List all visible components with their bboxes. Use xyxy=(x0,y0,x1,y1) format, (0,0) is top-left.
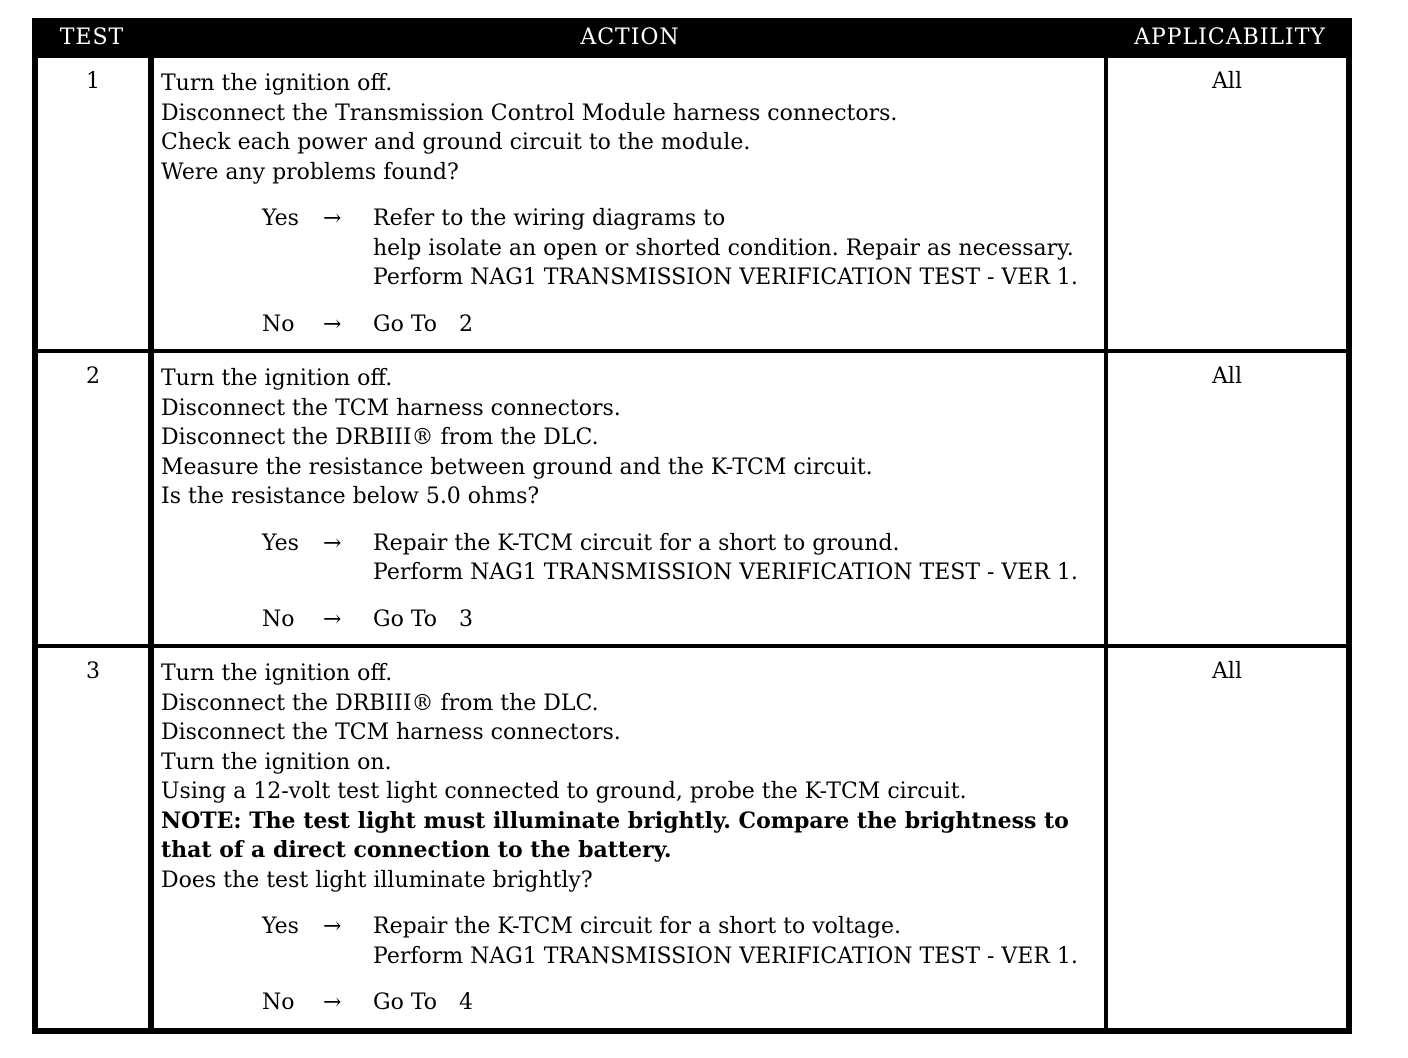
table-header xyxy=(32,18,1352,58)
no-answer xyxy=(161,605,1104,635)
action-cell-1 xyxy=(154,58,1104,349)
goto-target: 3 xyxy=(459,606,474,632)
yes-response: Perform NAG1 TRANSMISSION VERIFICATION TEST - VER 1. xyxy=(373,560,1078,585)
step: Using a 12-volt test light connected to ground, probe the K-TCM circuit. xyxy=(161,779,967,804)
no-answer xyxy=(161,988,1104,1018)
step: Disconnect the TCM harness connectors. xyxy=(161,720,621,745)
question: Does the test light illuminate brightly? xyxy=(161,867,593,893)
arrow-icon: → xyxy=(323,530,342,556)
goto-target: 4 xyxy=(459,990,474,1015)
header-test: TEST xyxy=(59,25,125,50)
step: Disconnect the DRBIII® from the DLC. xyxy=(161,690,599,716)
test-number-2: 2 xyxy=(38,353,148,644)
step: Is the resistance below 5.0 ohms? xyxy=(161,484,540,509)
action-cell-3 xyxy=(154,648,1104,1028)
yes-answer xyxy=(161,529,1104,588)
test-number-1: 1 xyxy=(38,58,148,349)
step: Turn the ignition off. xyxy=(161,661,393,686)
applicability-1: All xyxy=(1108,58,1346,349)
step: Turn the ignition off. xyxy=(161,71,393,96)
no-label: No xyxy=(262,990,295,1015)
arrow-icon: → xyxy=(323,311,342,337)
yes-response: Repair the K-TCM circuit for a short to ground. xyxy=(373,530,900,556)
header-action: ACTION xyxy=(580,25,680,50)
step: Turn the ignition off. xyxy=(161,366,393,391)
no-label: No xyxy=(262,606,295,632)
yes-response: Refer to the wiring diagrams to xyxy=(373,206,726,231)
diagnostic-table xyxy=(32,18,1352,1034)
arrow-icon: → xyxy=(323,914,342,939)
step: Disconnect the Transmission Control Module harness connectors. xyxy=(161,100,898,126)
step: Check each power and ground circuit to the module. xyxy=(161,130,751,155)
step: Disconnect the TCM harness connectors. xyxy=(161,395,621,421)
yes-answer xyxy=(161,204,1104,293)
yes-response: Perform NAG1 TRANSMISSION VERIFICATION TEST - VER 1. xyxy=(373,943,1078,969)
yes-response: help isolate an open or shorted condition. Repair as necessary. xyxy=(373,235,1074,261)
no-answer xyxy=(161,310,1104,340)
arrow-icon: → xyxy=(323,990,342,1015)
goto-target: 2 xyxy=(459,311,474,337)
step: Turn the ignition on. xyxy=(161,749,392,775)
yes-label: Yes xyxy=(262,206,299,231)
yes-response: Perform NAG1 TRANSMISSION VERIFICATION TEST - VER 1. xyxy=(373,265,1078,290)
step: Measure the resistance between ground and the K-TCM circuit. xyxy=(161,454,873,480)
no-label: No xyxy=(262,311,295,337)
step: Disconnect the DRBIII® from the DLC. xyxy=(161,425,599,450)
header-applicability: APPLICABILITY xyxy=(1134,25,1326,50)
test-number-3: 3 xyxy=(38,648,148,1028)
step: Were any problems found? xyxy=(161,159,459,185)
yes-response: Repair the K-TCM circuit for a short to voltage. xyxy=(373,914,901,939)
goto-label: Go To xyxy=(373,311,438,337)
applicability-3: All xyxy=(1108,648,1346,1028)
goto-label: Go To xyxy=(373,606,438,632)
note-text: NOTE: The test light must illuminate brightly. Compare the brightness to that of a direct connection to the battery. xyxy=(161,807,1069,863)
applicability-2: All xyxy=(1108,353,1346,644)
action-cell-2 xyxy=(154,353,1104,644)
yes-label: Yes xyxy=(262,530,299,556)
arrow-icon: → xyxy=(323,206,342,231)
yes-label: Yes xyxy=(262,914,299,939)
yes-answer xyxy=(161,912,1104,971)
goto-label: Go To xyxy=(373,990,438,1015)
arrow-icon: → xyxy=(323,606,342,632)
